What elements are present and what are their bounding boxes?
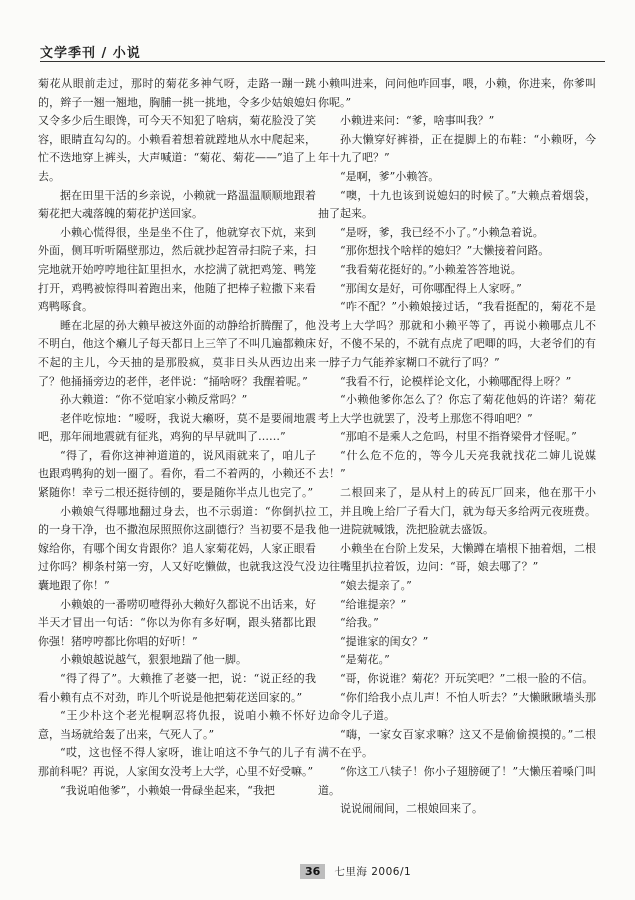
page-number: 36 (300, 864, 325, 879)
paragraph: 小赖叫进来，问问他咋回事，喂，小赖，你进来，你爹叫你呢。” (318, 77, 596, 109)
paragraph: 睡在北屋的孙大赖早被这外面的动静给折腾醒了，他不明白，他这个癞儿子每天都日上三竿了不叫几遍都赖床不起的主儿，今天抽的是那股疯，莫非日头从西边出来了？他捅捅旁边的老伴，老伴说：“捅啥呀？我醒着呢。” (38, 318, 316, 388)
paragraph: 孙大懒穿好裤褂，正在提脚上的布鞋：“小赖呀，今年十九了吧？” (318, 132, 596, 165)
journal-issue: 七里海 2006/1 (334, 866, 412, 878)
paragraph: “你们给我小点儿声！不怕人听去？”大懒瞅瞅墙头那边命令儿子道。 (318, 690, 596, 723)
header-rule (40, 61, 605, 62)
page-footer (300, 861, 411, 879)
section-title: 文学季刊 / 小说 (40, 46, 141, 61)
paragraph: 说说闹闹间，二根娘回来了。 (340, 802, 483, 816)
paragraph: “小赖他爹你怎么了？你忘了菊花他妈的许诺？菊花考上大学也就罢了，没考上那您不得咱吧？” (318, 393, 596, 425)
paragraph: “咋不配？”小赖娘接过话，“我看挺配的，菊花不是没考上大学吗？那就和小赖平等了，再说小赖哪点儿不好，不傻不呆的，不就有点虎了吧唧的吗，大老爷们的有一脖子力气能养家糊口不就行了吗？” (318, 300, 596, 369)
paragraph: “我看菊花挺好的。”小赖羞答答地说。 (340, 262, 522, 276)
paragraph: “给我。” (340, 616, 379, 630)
paragraph: “我看不行，论模样论文化，小赖哪配得上呀？” (340, 374, 572, 388)
paragraph: “是啊，爹”小赖答。 (340, 169, 440, 183)
paragraph: “什么危不危的，等今儿天亮我就找花二婶儿说媒去！” (318, 448, 596, 481)
paragraph: “那闺女是好，可你哪配得上人家呀。” (340, 281, 522, 295)
paragraph: “那咱不是乘人之危吗，村里不指脊梁骨才怪呢。” (340, 430, 577, 444)
paragraph: 二根回来了，是从村上的砖瓦厂回来，他在那干小工，并且晚上给厂子看大门，就为每天多给两元夜班费。他一进院就喊饿，洗把脸就去盛饭。 (318, 486, 596, 537)
paragraph: “是呀，爹，我已经不小了。”小赖急着说。 (340, 225, 544, 239)
paragraph: “你这工八犊子！你小子翅膀硬了！”大懒压着嗓门叫道。 (318, 764, 596, 797)
paragraph: 据在田里干活的乡亲说，小赖就一路温温顺顺地跟着菊花把大魂落魄的菊花护送回家。 (38, 188, 316, 221)
paragraph: “那你想找个啥样的媳妇？”大懒接着问路。 (340, 244, 550, 258)
left-text-column (38, 75, 316, 845)
paragraph: 小赖心慌得很，坐是坐不住了，他就穿衣下炕，来到外面，侧耳听听隔壁那边，然后就抄起笤帚扫院子来，扫完地就开始哼哼地往缸里担水，水挖满了就把鸡笼、鸭笼打开，鸡鸭被惊得叫着跑出来，他随了把棒子粒撒下来看鸡鸭啄食。 (38, 225, 316, 314)
paragraph: “给谁提亲？” (340, 597, 407, 611)
paragraph: “哎，这也怪不得人家呀，谁让咱这不争气的儿子有那前科呢？再说，人家闺女没考上大学，心里不好受嘛。” (38, 746, 316, 778)
right-text-column (318, 75, 596, 845)
paragraph: 菊花从眼前走过，那时的菊花多神气呀，走路一蹦一跳的，辫子一翘一翘地，胸脯一挑一挑地，令多少姑娘媳妇又令多少后生眼馋，可今天不知犯了啥病，菊花脸没了笑容，眼睛直勾勾的。小赖看着想着就蹚地从水中爬起来，忙不迭地穿上裤头，大声喊道：“菊花、菊花——”追了上去。 (38, 77, 316, 183)
paragraph: “王少朴这个老光棍啊忍将仇报，说咱小赖不怀好意，当场就给轰了出来，气死人了。” (38, 709, 316, 741)
paragraph: “得了，看你这神神道道的，说风雨就来了，咱儿子也跟鸡鸭狗的划一圈了。看你，看二不着两的，小赖还不紧随你！幸亏二根还挺待刨的，要是随你半点儿也完了。” (38, 448, 316, 500)
paragraph: “嗨，一家女百家求嘛？这又不是偷偷摸摸的。”二根满不在乎。 (318, 727, 596, 760)
paragraph: “是菊花。” (340, 653, 390, 667)
paragraph: 小赖进来问：“爹，啥事叫我？” (340, 114, 495, 128)
paragraph: “噢，十九也该到说媳妇的时候了。”大赖点着烟袋，抽了起来。 (318, 188, 596, 221)
paragraph: 小赖娘越说越气，狠狠地踹了他一脚。 (60, 653, 247, 667)
paragraph: 老伴吃惊地：“嗳呀，我说大癞呀，莫不是要闹地震吧，那年闹地震就有征兆，鸡狗的早早就叫了……” (38, 411, 316, 444)
paragraph: 小赖娘气得哪地翻过身去，也不示弱道：“你倒扒拉的一身干净，也不撒泡尿照照你这副德行？当初要不是我嫁给你，有哪个闺女肯跟你？追人家菊花妈，人家正眼看过你吗？柳条村第一穷，人又好吃懒做，也就我这没气没囊地跟了你！” (38, 504, 316, 593)
paragraph: “得了得了”。大赖推了老婆一把，说：“说正经的我看小赖有点不对劲，昨儿个听说是他把菊花送回家的。” (38, 672, 316, 704)
paragraph: “娘去提亲了。” (340, 579, 412, 593)
paragraph: “提谁家的闺女？” (340, 634, 429, 648)
paragraph: “我说咱他爹”，小赖娘一骨碌坐起来，“我把 (60, 783, 275, 797)
paragraph: 小赖娘的一番唠叨噎得孙大赖好久都说不出话来，好半天才冒出一句话：“你以为你有多好啊，跟头猪都比跟你强！猪哼哼都比你唱的好听！” (38, 597, 316, 648)
paragraph: 孙大赖道：“你不觉咱家小赖反常吗？” (60, 393, 248, 407)
paragraph: 小赖坐在台阶上发呆，大懒蹲在墙根下抽着烟，二根边往嘴里扒拉着饭，边问：“哥，娘去哪了？” (318, 541, 596, 574)
page-header (40, 42, 605, 62)
paragraph: “哥，你说谁？菊花？开玩笑吧？”二根一脸的不信。 (340, 672, 594, 685)
